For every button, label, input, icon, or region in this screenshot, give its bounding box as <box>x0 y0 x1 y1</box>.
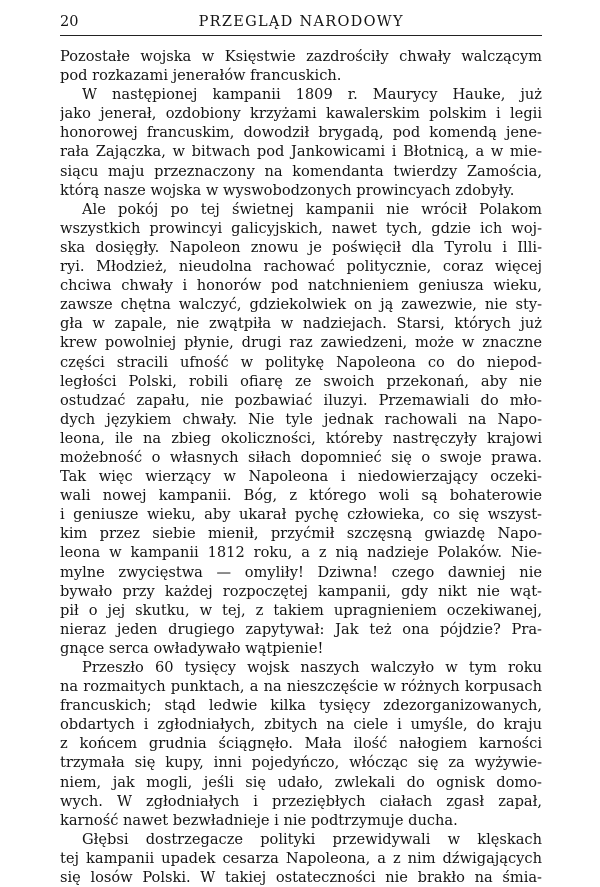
text-line: się losów Polski. W takiej ostateczności nie brakło na śmia- <box>60 869 542 887</box>
text-line: bywało przy każdej rozpoczętej kampanii, gdy nikt nie wąt- <box>60 582 542 600</box>
text-line: obdartych i zgłodniałych, zbitych na ciele i umyśle, do kraju <box>60 716 542 734</box>
page <box>60 12 542 887</box>
text-line: nieraz jeden drugiego zapytywał: Jak też ona pójdzie? Pra- <box>60 620 542 638</box>
text-line: ległości Polski, robili ofiarę ze swoich przekonań, aby nie <box>60 372 542 390</box>
text-line: krew powolniej płynie, drugi raz zawiedzeni, może w znaczne <box>60 334 542 352</box>
text-line: leona w kampanii 1812 roku, a z nią nadzieje Polaków. Nie- <box>60 544 542 562</box>
text-line: Przeszło 60 tysięcy wojsk naszych walczyło w tym roku <box>82 659 542 676</box>
text-line: i geniusze wieku, aby ukarał pychę człowieka, co się wszyst- <box>60 506 542 524</box>
text-line: leona, ile na zbieg okoliczności, któreby nastręczyły krajowi <box>60 429 542 447</box>
text-line: siącu maju przeznaczony na komendanta twierdzy Zamościa, <box>60 162 542 180</box>
text-line: Pozostałe wojska w Księstwie zazdrościły chwały walczącym <box>60 48 542 65</box>
text-line: dych językiem chwały. Nie tyle jednak rachowali na Napo- <box>60 410 542 428</box>
text-line: tej kampanii upadek cesarza Napoleona, a z nim dźwigających <box>60 849 542 867</box>
running-title: PRZEGLĄD NARODOWY <box>198 14 404 30</box>
text-line: pił o jej skutku, w tej, z takiem upragnieniem oczekiwanej, <box>60 601 542 619</box>
text-line: ryi. Młodzież, nieudolna rachować politycznie, coraz więcej <box>60 258 542 276</box>
text-line: kim przez siebie mienił, przyćmił szczęsną gwiazdę Napo- <box>60 525 542 543</box>
text-line: wali nowej kampanii. Bóg, z którego woli są bohaterowie <box>60 487 542 505</box>
text-line: Głębsi dostrzegacze polityki przewidywali w klęskach <box>82 830 542 848</box>
text-line: możebność o własnych siłach dopomnieć się o swoje prawa. <box>60 448 542 466</box>
text-line: trzymała się kupy, inni pojedyńczo, włócząc się za wyżywie- <box>60 754 542 772</box>
text-line: na rozmaitych punktach, a na nieszczęście w różnych korpusach <box>60 678 542 696</box>
text-line: honorowej francuskim, dowodził brygadą, pod komendą jene- <box>60 124 542 142</box>
text-line: ska dosięgły. Napoleon znowu je poświęcił dla Tyrolu i Illi- <box>60 238 542 256</box>
text-line: wszystkich prowincyi galicyjskich, nawet tych, gdzie ich woj- <box>60 219 542 237</box>
text-line: zawsze chętna walczyć, gdziekolwiek on ją zawezwie, nie sty- <box>60 296 542 314</box>
header-rule <box>60 35 542 36</box>
body-text <box>60 47 542 887</box>
text-line: Ale pokój po tej świetnej kampanii nie wrócił Polakom <box>82 200 542 218</box>
text-line: francuskich; stąd ledwie kilka tysięcy zdezorganizowanych, <box>60 697 542 715</box>
running-header <box>60 12 542 32</box>
text-line: karność nawet bezwładnieje i nie podtrzymuje ducha. <box>60 811 458 829</box>
page-number: 20 <box>60 14 79 30</box>
text-line: pod rozkazami jenerałów francuskich. <box>60 67 342 85</box>
text-line: którą nasze wojska w wyswobodzonych prowincyach zdobyły. <box>60 181 515 199</box>
text-line: części stracili ufność w politykę Napoleona co do niepod- <box>60 353 542 371</box>
text-line: niem, jak mogli, jeśli się udało, zwlekali do ognisk domo- <box>60 773 542 791</box>
text-line: gła w zapale, nie zwątpiła w nadziejach. Starsi, których już <box>60 315 542 333</box>
text-line: ostudzać zapału, nie pozbawiać iluzyi. Przemawiali do mło- <box>60 391 542 409</box>
text-line: W następionej kampanii 1809 r. Maurycy Hauke, już <box>82 86 542 104</box>
text-line: z końcem grudnia ściągnęło. Mała ilość nałogiem karności <box>60 735 542 753</box>
text-line: mylne zwycięstwa — omyliły! Dziwna! czego dawniej nie <box>60 563 542 581</box>
text-line: jako jenerał, ozdobiony krzyżami kawalerskim polskim i legii <box>60 105 542 123</box>
text-line: rała Zajączka, w bitwach pod Jankowicami i Błotnicą, a w mie- <box>60 143 542 161</box>
text-line: gnące serca owładywało wątpienie! <box>60 639 324 657</box>
text-line: wych. W zgłodniałych i przeziębłych ciałach zgasł zapał, <box>60 792 542 810</box>
text-line: Tak więc wierzący w Napoleona i niedowierzający oczeki- <box>60 468 542 486</box>
text-line: chciwa chwały i honorów pod natchnieniem geniusza wieku, <box>60 277 542 295</box>
